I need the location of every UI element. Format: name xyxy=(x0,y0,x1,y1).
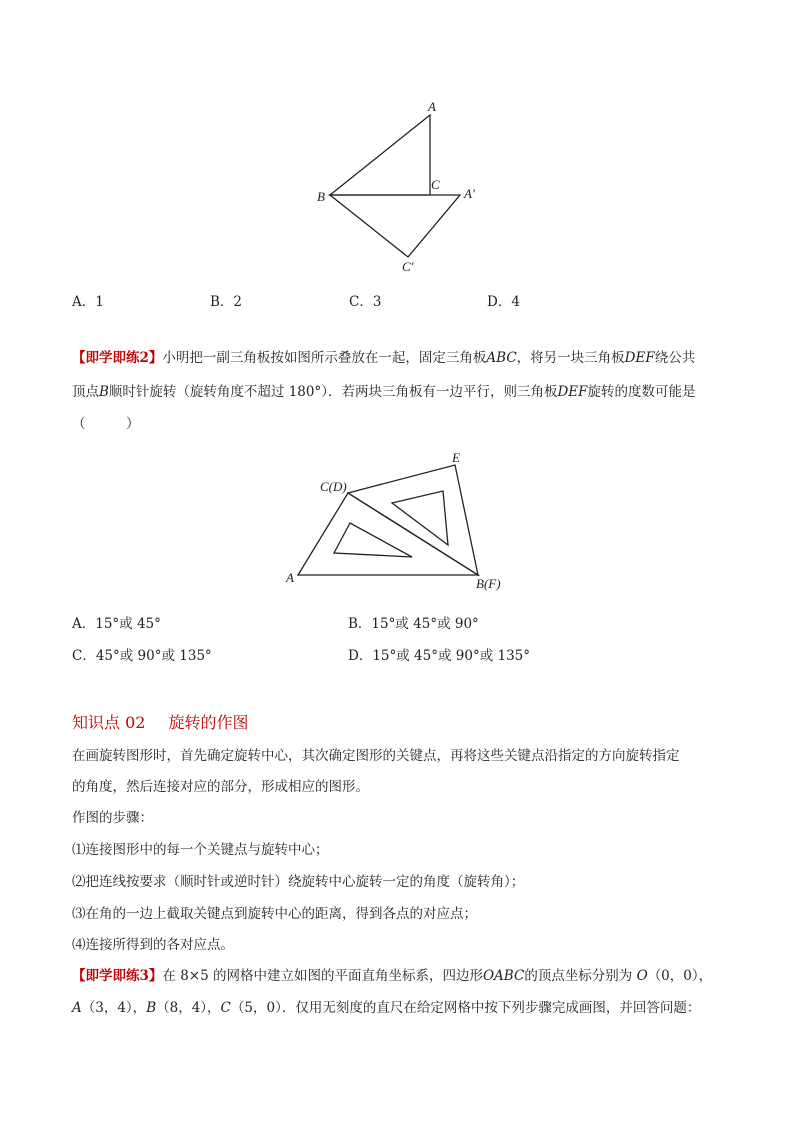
q2-line2-c: 旋转的度数可能是 xyxy=(587,384,696,400)
section-heading xyxy=(72,710,249,733)
q3-a: A xyxy=(72,1000,82,1016)
triangle-a-prime-bc-prime xyxy=(330,195,460,257)
figure-set-squares xyxy=(280,445,520,595)
label-b: B xyxy=(317,189,325,204)
q1-option-b: B．2 xyxy=(210,294,243,310)
label-a2: A xyxy=(286,570,294,585)
q2-tag: 【即学即练2】 xyxy=(72,350,163,366)
step-4: ⑷连接所得到的各对应点。 xyxy=(72,937,234,953)
triangle-abc-inner xyxy=(334,523,412,557)
label-e: E xyxy=(452,450,460,465)
q2-option-b: B．15°或 45°或 90° xyxy=(348,616,479,632)
q3-oabc: OABC xyxy=(482,968,525,984)
q1-option-a: A．1 xyxy=(72,294,104,310)
q3-b-coord: （8，4）， xyxy=(156,1000,221,1016)
step-2: ⑵把连线按要求（顺时针或逆时针）绕旋转中心旋转一定的角度（旋转角）； xyxy=(72,874,525,890)
q2-option-a: A．15°或 45° xyxy=(72,616,161,632)
q3-a-coord: （3，4）， xyxy=(81,1000,147,1016)
label-c-prime: C' xyxy=(402,259,414,274)
q3-line1 xyxy=(72,966,712,986)
steps-title: 作图的步骤： xyxy=(72,810,153,826)
figure-rotation-triangles xyxy=(300,95,500,275)
figure2-svg xyxy=(280,445,520,595)
q3-c-coord: （5，0）．仅用无刻度的直尺在给定网格中按下列步骤完成画图，并回答问题： xyxy=(230,1000,701,1016)
q1-option-d: D．4 xyxy=(487,294,520,310)
figure1-svg xyxy=(300,95,500,275)
q2-line1-a: 小明把一副三角板按如图所示叠放在一起，固定三角板 xyxy=(162,350,487,366)
body-p1-line2: 的角度，然后连接对应的部分，形成相应的图形。 xyxy=(72,779,369,795)
q3-o: O xyxy=(636,968,648,984)
section-title: 旋转的作图 xyxy=(168,713,249,732)
triangle-def-outer xyxy=(348,465,478,575)
body-p1-line1: 在画旋转图形时，首先确定旋转中心，其次确定图形的关键点，再将这些关键点沿指定的方向旋转指定 xyxy=(72,748,680,764)
triangle-def-inner xyxy=(392,491,448,545)
q2-abc: ABC xyxy=(486,350,517,366)
q2-def: DEF xyxy=(624,350,655,366)
q3-tag: 【即学即练3】 xyxy=(72,968,163,984)
q3-c: C xyxy=(220,1000,231,1016)
q2-option-d: D．15°或 45°或 90°或 135° xyxy=(348,648,530,664)
q3-line1-a: 在 8×5 的网格中建立如图的平面直角坐标系，四边形 xyxy=(162,968,483,984)
step-3: ⑶在角的一边上截取关键点到旋转中心的距离，得到各点的对应点； xyxy=(72,906,477,922)
triangle-abc-outer xyxy=(298,493,478,575)
triangle-abc xyxy=(330,115,430,195)
q2-line2-b: 顺时针旋转（旋转角度不超过 180°）．若两块三角板有一边平行，则三角板 xyxy=(108,384,558,400)
q2-line3: （ ） xyxy=(72,416,140,432)
q2-b: B xyxy=(99,384,109,400)
q3-line1-b: 的顶点坐标分别为 xyxy=(524,968,633,984)
q2-def2: DEF xyxy=(557,384,588,400)
step-1: ⑴连接图形中的每一个关键点与旋转中心； xyxy=(72,842,329,858)
label-c: C xyxy=(431,177,440,192)
section-number: 知识点 02 xyxy=(72,713,146,732)
q2-option-c: C．45°或 90°或 135° xyxy=(72,648,212,664)
q3-o-coord: （0，0）， xyxy=(647,968,713,984)
q2-line1-c: 绕公共 xyxy=(654,350,696,366)
q2-line1 xyxy=(72,348,695,368)
q3-line2 xyxy=(72,998,700,1018)
q2-line2 xyxy=(72,382,696,402)
q2-line1-b: ，将另一块三角板 xyxy=(516,350,625,366)
label-a: A xyxy=(428,99,436,114)
label-bf: B(F) xyxy=(476,576,501,591)
q1-option-c: C．3 xyxy=(349,294,382,310)
label-cd: C(D) xyxy=(320,479,347,494)
label-a-prime: A' xyxy=(464,186,475,201)
q3-b: B xyxy=(146,1000,157,1016)
q2-line2-a: 顶点 xyxy=(72,384,99,400)
